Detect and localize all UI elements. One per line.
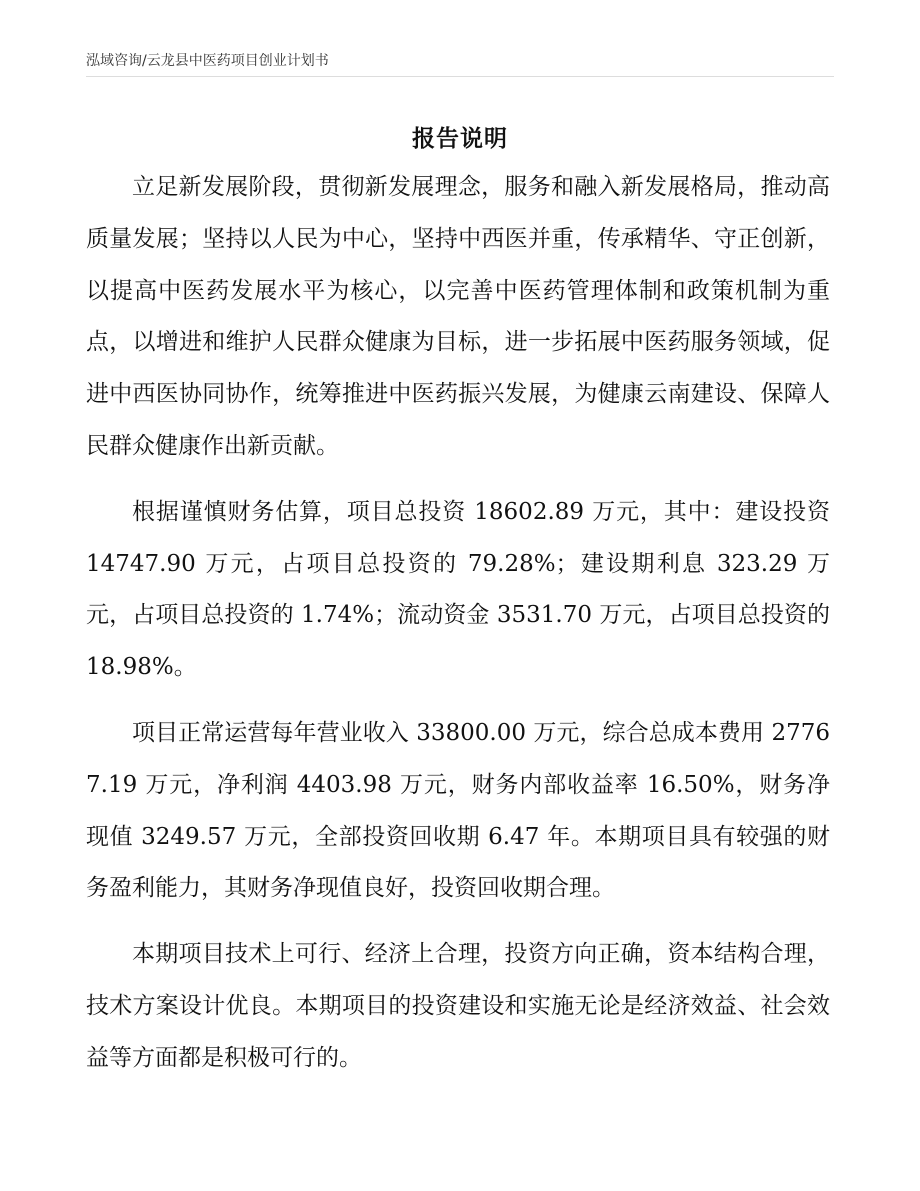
header-divider bbox=[86, 76, 834, 77]
report-title: 报告说明 bbox=[412, 126, 508, 152]
paragraph-operating-revenue: 项目正常运营每年营业收入 33800.00 万元，综合总成本费用 27767.19 万元，净利润 4403.98 万元，财务内部收益率 16.50%，财务净现值 3249.57 万元，全部投资回收期 6.47 年。本期项目具有较强的财务盈利能力，其财务净现值良好，投资回收期合理。 bbox=[86, 719, 830, 902]
report-body bbox=[86, 162, 830, 1099]
paragraph-development-goals: 立足新发展阶段，贯彻新发展理念，服务和融入新发展格局，推动高质量发展；坚持以人民为中心，坚持中西医并重，传承精华、守正创新，以提高中医药发展水平为核心，以完善中医药管理体制和政策机制为重点，以增进和维护人民群众健康为目标，进一步拓展中医药服务领域，促进中西医协同协作，统筹推进中医药振兴发展，为健康云南建设、保障人民群众健康作出新贡献。 bbox=[86, 174, 830, 459]
page-header: 泓域咨询/云龙县中医药项目创业计划书 bbox=[86, 53, 329, 69]
paragraph-investment-estimate: 根据谨慎财务估算，项目总投资 18602.89 万元，其中：建设投资 14747.90 万元，占项目总投资的 79.28%；建设期利息 323.29 万元，占项目总投资的 1.74%；流动资金 3531.70 万元，占项目总投资的 18.98%。 bbox=[86, 498, 831, 681]
paragraph-feasibility-conclusion: 本期项目技术上可行、经济上合理，投资方向正确，资本结构合理，技术方案设计优良。本期项目的投资建设和实施无论是经济效益、社会效益等方面都是积极可行的。 bbox=[86, 941, 830, 1071]
